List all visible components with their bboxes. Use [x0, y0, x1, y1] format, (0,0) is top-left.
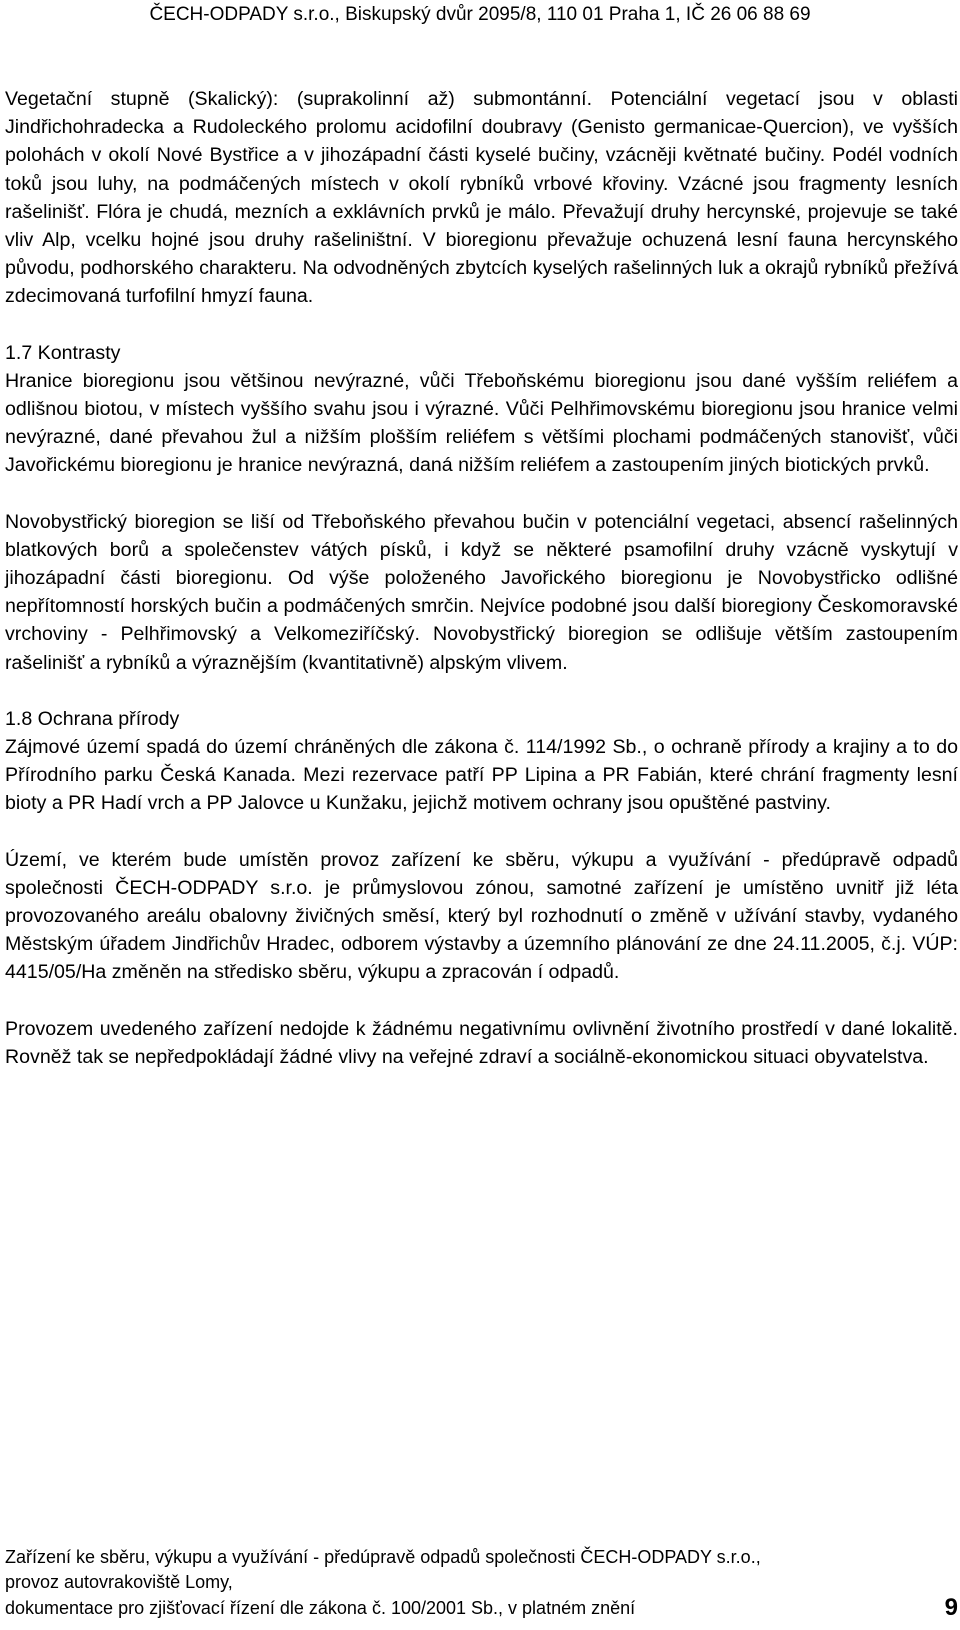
section-heading-kontrasty: 1.7 Kontrasty	[5, 341, 121, 364]
document-body	[5, 85, 958, 1099]
footer-line-facility: Zařízení ke sběru, výkupu a využívání - předúpravě odpadů společnosti ČECH-ODPADY s.r.o.,	[5, 1547, 761, 1567]
page-footer	[5, 1545, 958, 1621]
site-paragraph: Území, ve kterém bude umístěn provoz zařízení ke sběru, výkupu a využívání - předúpravě odpadů společnosti ČECH-ODPADY s.r.o. je průmyslovou zónou, samotné zařízení je umístěno uvnitř již léta provozovaného areálu obalovny živičných směsí, který byl rozhodnutí o změně v užívání stavby, vydaného Městským úřadem Jindřichův Hradec, odborem výstavby a územního plánování ze dne 24.11.2005, č.j. VÚP: 4415/05/Ha změněn na středisko sběru, výkupu a zpracován í odpadů.	[5, 848, 958, 984]
page-number: 9	[944, 1594, 958, 1621]
impact-paragraph: Provozem uvedeného zařízení nedojde k žádnému negativnímu ovlivnění životního prostředí v dané lokalitě. Rovněž tak se nepředpokládají žádné vlivy na veřejné zdraví a sociálně-ekonomickou situaci obyvatelstva.	[5, 1017, 958, 1068]
novobystricky-paragraph: Novobystřický bioregion se liší od Třeboňského převahou bučin v potenciální vegetaci, absencí rašelinných blatkových borů a společenstev vátých písků, i když se některé psamofilní druhy vzácně vyskytují v jihozápadní části bioregionu. Od výše položeného Javořického bioregionu je Novobystřicko odlišné nepřítomností horských bučin a podmáčených smrčin. Nejvíce podobné jsou další bioregiony Českomoravské vrchoviny - Pelhřimovský a Velkomeziříčský. Novobystřický bioregion se odlišuje větším zastoupením rašelinišť a rybníků a výraznějším (kvantitativně) alpským vlivem.	[5, 510, 958, 674]
footer-last-line	[5, 1595, 958, 1621]
kontrasty-paragraph: Hranice bioregionu jsou většinou nevýrazné, vůči Třeboňskému bioregionu jsou dané vyšším reliéfem a odlišnou biotou, v místech vyššího svahu jsou i výrazné. Vůči Pelhřimovskému bioregionu jsou hranice velmi nevýrazné, dané převahou žul a nižším plošším reliéfem s většími plochami podmáčených stanovišť, vůči Javořickému bioregionu je hranice nevýrazná, daná nižším reliéfem a zastoupením jiných biotických prvků.	[5, 369, 958, 477]
page-header: ČECH-ODPADY s.r.o., Biskupský dvůr 2095/8, 110 01 Praha 1, IČ 26 06 88 69	[149, 4, 811, 25]
footer-line-operation: provoz autovrakoviště Lomy,	[5, 1572, 233, 1592]
footer-line-documentation: dokumentace pro zjišťovací řízení dle zákona č. 100/2001 Sb., v platném znění	[5, 1598, 636, 1618]
section-heading-ochrana-prirody: 1.8 Ochrana přírody	[5, 707, 180, 730]
vegetation-paragraph: Vegetační stupně (Skalický): (suprakolinní až) submontánní. Potenciální vegetací jsou v oblasti Jindřichohradecka a Rudoleckého prolomu acidofilní doubravy (Genisto germanicae-Quercion), ve vyšších polohách v okolí Nové Bystřice a v jihozápadní části kyselé bučiny, vzácněji květnaté bučiny. Podél vodních toků jsou luhy, na podmáčených místech v okolí rybníků vrbové křoviny. Vzácné jsou fragmenty lesních rašelinišť. Flóra je chudá, mezních a exklávních prvků je málo. Převažují druhy hercynské, projevuje se také vliv Alp, vcelku hojné jsou druhy rašeliništní. V bioregionu převažuje ochuzená lesní fauna hercynského původu, podhorského charakteru. Na odvodněných zbytcích kyselých rašelinných luk a okrajů rybníků přežívá zdecimovaná turfofilní hmyzí fauna.	[5, 88, 958, 308]
ochrana-prirody-paragraph: Zájmové území spadá do území chráněných dle zákona č. 114/1992 Sb., o ochraně přírody a krajiny a to do Přírodního parku Česká Kanada. Mezi rezervace patří PP Lipina a PR Fabián, které chrání fragmenty lesní bioty a PR Hadí vrch a PP Jalovce u Kunžaku, jejichž motivem ochrany jsou opuštěné pastviny.	[5, 736, 958, 815]
